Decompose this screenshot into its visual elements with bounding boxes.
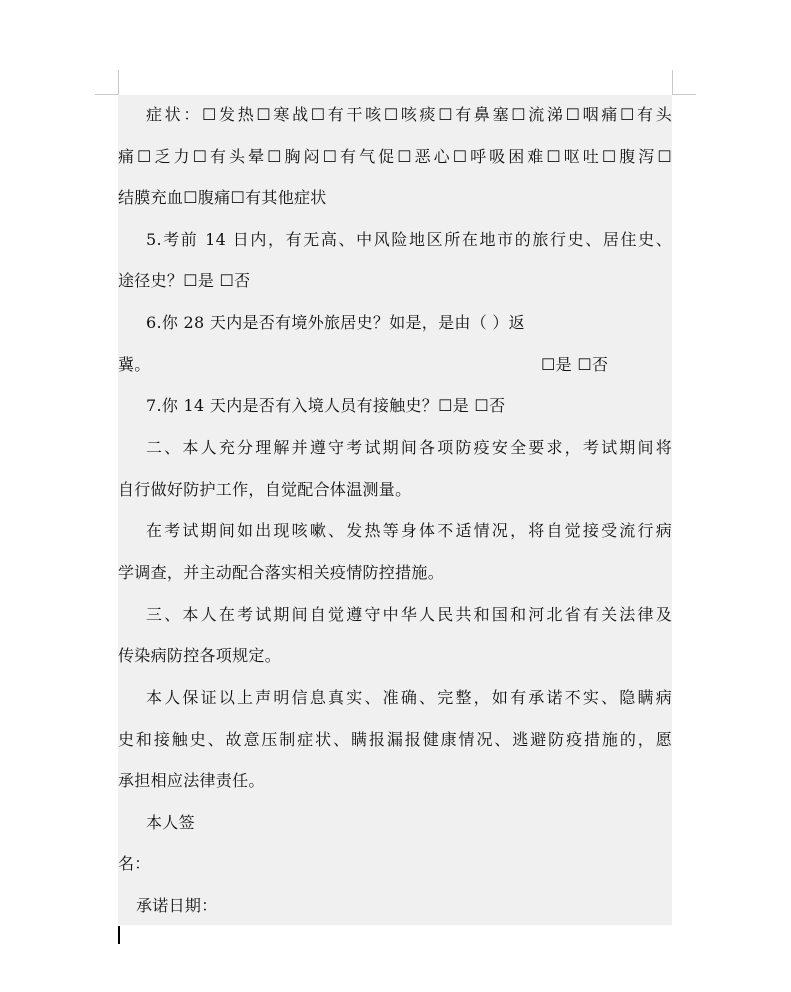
signature-line-2[interactable]: 名： xyxy=(118,854,151,873)
question-5-line-1[interactable]: 5.考前 14 日内，有无高、中风险地区所在地市的旅行史、居住史、 xyxy=(146,230,672,249)
symptoms-line-3[interactable]: 结膜充血☐腹痛☐有其他症状 xyxy=(118,188,327,207)
paragraph-3-line-2[interactable]: 学调查，并主动配合落实相关疫情防控措施。 xyxy=(118,563,445,582)
paragraph-2-line-2[interactable]: 自行做好防护工作，自觉配合体温测量。 xyxy=(118,480,412,499)
crop-mark-top-left-horizontal xyxy=(95,94,119,95)
symptoms-line-2[interactable]: 痛☐乏力☐有头晕☐胸闷☐有气促☐恶心☐呼吸困难☐呕吐☐腹泻☐ xyxy=(118,147,672,166)
paragraph-2-line-1[interactable]: 二、本人充分理解并遵守考试期间各项防疫安全要求，考试期间将 xyxy=(146,438,672,457)
paragraph-5-line-2[interactable]: 史和接触史、故意压制症状、瞒报漏报健康情况、逃避防疫措施的，愿 xyxy=(118,730,672,749)
crop-mark-top-left-vertical xyxy=(118,70,119,94)
signature-line-1[interactable]: 本人签 xyxy=(146,813,195,832)
text-cursor xyxy=(118,926,120,944)
question-7-line[interactable]: 7.你 14 天内是否有入境人员有接触史？☐是 ☐否 xyxy=(146,396,506,415)
question-6-options[interactable]: ☐是 ☐否 xyxy=(541,355,609,374)
paragraph-5-line-1[interactable]: 本人保证以上声明信息真实、准确、完整，如有承诺不实、隐瞒病 xyxy=(146,688,672,707)
paragraph-3-line-1[interactable]: 在考试期间如出现咳嗽、发热等身体不适情况，将自觉接受流行病 xyxy=(146,521,672,540)
symptoms-line-1[interactable]: 症状：☐发热☐寒战☐有干咳☐咳痰☐有鼻塞☐流涕☐咽痛☐有头 xyxy=(146,105,672,124)
question-5-line-2[interactable]: 途径史？☐是 ☐否 xyxy=(118,271,251,290)
selected-text-highlight xyxy=(118,95,672,925)
crop-mark-top-right-horizontal xyxy=(672,94,696,95)
crop-mark-top-right-vertical xyxy=(672,70,673,94)
paragraph-4-line-1[interactable]: 三、本人在考试期间自觉遵守中华人民共和国和河北省有关法律及 xyxy=(146,605,672,624)
question-6-line-2[interactable]: 冀。 xyxy=(118,355,151,374)
paragraph-4-line-2[interactable]: 传染病防控各项规定。 xyxy=(118,646,282,665)
question-6-line-1[interactable]: 6.你 28 天内是否有境外旅居史？如是，是由（ ）返 xyxy=(146,313,525,332)
commitment-date-line[interactable]: 承诺日期： xyxy=(136,896,218,915)
paragraph-5-line-3[interactable]: 承担相应法律责任。 xyxy=(118,771,265,790)
